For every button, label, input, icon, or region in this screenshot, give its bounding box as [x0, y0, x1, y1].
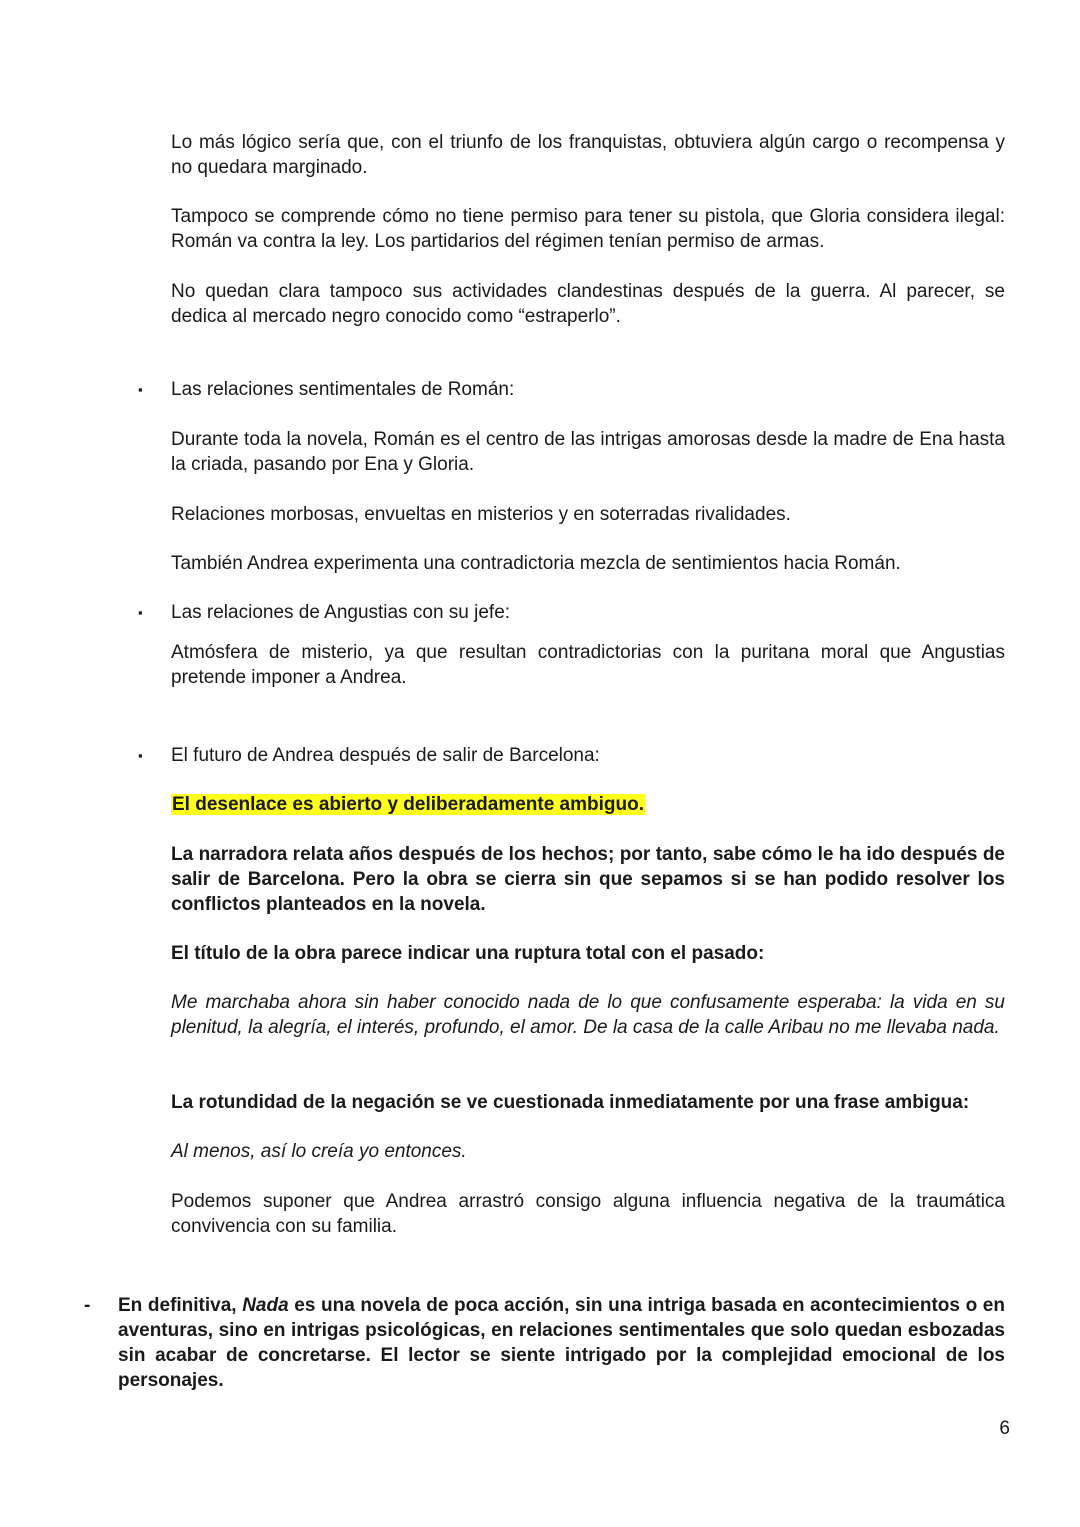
paragraph-influencia-negativa: Podemos suponer que Andrea arrastró consigo alguna influencia negativa de la traumática convivencia con su familia. — [171, 1191, 1005, 1237]
novel-title: Nada — [242, 1295, 289, 1316]
conclusion-lead: En definitiva, — [118, 1295, 243, 1316]
bullet-futuro: ▪ — [138, 748, 143, 763]
highlight-desenlace — [171, 792, 1005, 817]
quote-al-menos: Al menos, así lo creía yo entonces. — [171, 1141, 467, 1162]
bullet-angustias: ▪ — [138, 605, 143, 620]
paragraph-narradora: La narradora relata años después de los hechos; por tanto, sabe cómo le ha ido después de salir de Barcelona. Pero la obra se cierra sin que sepamos si se han podido resolver los conflictos planteados en la novela. — [171, 844, 1005, 915]
paragraph-cargo: Lo más lógico sería que, con el triunfo de los franquistas, obtuviera algún cargo o recompensa y no quedara marginado. — [171, 132, 1005, 178]
paragraph-andrea-sentimientos: También Andrea experimenta una contradictoria mezcla de sentimientos hacia Román. — [171, 553, 901, 574]
paragraph-intrigas-amorosas: Durante toda la novela, Román es el centro de las intrigas amorosas desde la madre de Ena hasta la criada, pasando por Ena y Gloria. — [171, 429, 1005, 475]
bullet-roman: ▪ — [138, 382, 143, 397]
heading-relaciones-roman: Las relaciones sentimentales de Román: — [171, 379, 515, 400]
paragraph-estraperlo: No quedan clara tampoco sus actividades clandestinas después de la guerra. Al parecer, se dedica al mercado negro conocido como “estraperlo”. — [171, 281, 1005, 327]
paragraph-atmosfera-misterio: Atmósfera de misterio, ya que resultan contradictorias con la puritana moral que Angustias pretende imponer a Andrea. — [171, 642, 1005, 688]
heading-futuro-andrea: El futuro de Andrea después de salir de Barcelona: — [171, 745, 600, 766]
paragraph-relaciones-morbosas: Relaciones morbosas, envueltas en misterios y en soterradas rivalidades. — [171, 504, 791, 525]
heading-angustias-jefe: Las relaciones de Angustias con su jefe: — [171, 602, 511, 623]
highlighted-text: El desenlace es abierto y deliberadamente ambiguo. — [172, 794, 645, 815]
conclusion-rest: es una novela de poca acción, sin una intriga basada en acontecimientos o en aventuras, sino en intrigas psicológicas, en relaciones sentimentales que solo quedan esbozadas sin acabar de concretarse. El lector se siente intrigado por la complejidad emocional de los personajes. — [118, 1295, 1005, 1391]
page-number: 6 — [999, 1418, 1010, 1439]
paragraph-rotundidad: La rotundidad de la negación se ve cuestionada inmediatamente por una frase ambigua: — [171, 1092, 970, 1113]
paragraph-conclusion — [118, 1293, 1005, 1393]
dash-marker: - — [84, 1295, 91, 1316]
paragraph-titulo-ruptura: El título de la obra parece indicar una ruptura total con el pasado: — [171, 943, 765, 964]
paragraph-pistola: Tampoco se comprende cómo no tiene permiso para tener su pistola, que Gloria considera ilegal: Román va contra la ley. Los partidarios del régimen tenían permiso de armas. — [171, 206, 1005, 252]
quote-me-marchaba: Me marchaba ahora sin haber conocido nada de lo que confusamente esperaba: la vida en su plenitud, la alegría, el interés, profundo, el amor. De la casa de la calle Aribau no me llevaba nada. — [171, 992, 1005, 1038]
